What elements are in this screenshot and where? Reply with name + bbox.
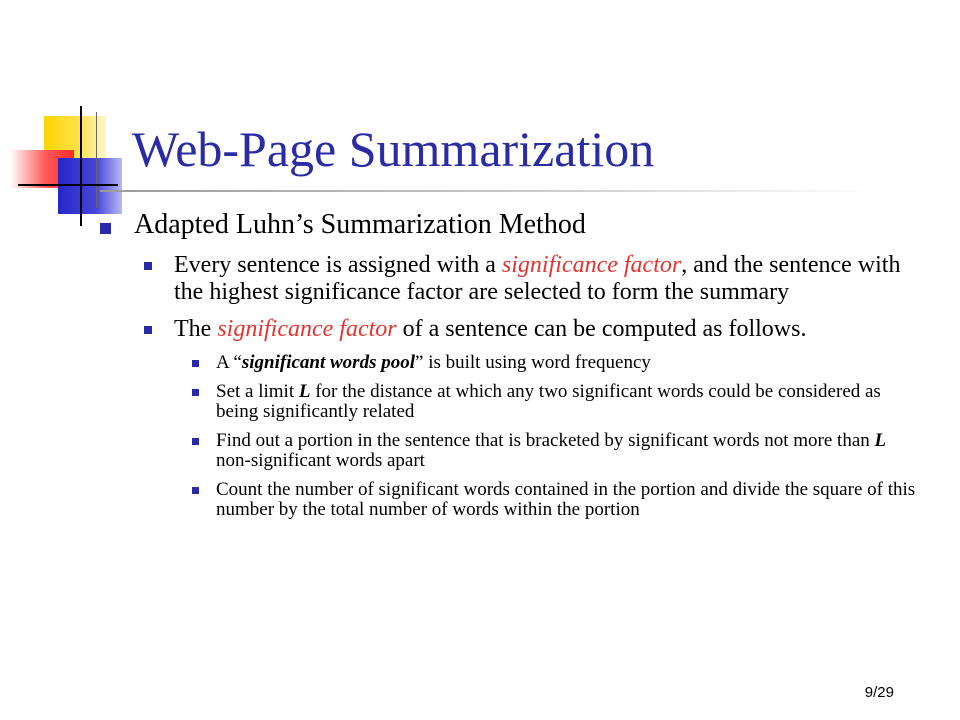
title-underline-rule	[100, 190, 880, 192]
bullet-text-part: ” is built using word frequency	[415, 352, 651, 373]
square-bullet-icon	[192, 389, 199, 396]
slide-content	[98, 208, 918, 529]
bullet-text: Adapted Luhn’s Summarization Method	[134, 209, 586, 240]
bullet-text-part: , and the sentence with the highest significance factor are selected to form the summary	[174, 252, 901, 305]
bullet-text-part: Set a limit	[216, 381, 299, 402]
emphasized-term: L	[298, 381, 311, 402]
bullet-level3	[98, 480, 918, 520]
bullet-level1	[98, 208, 918, 242]
bullet-text: Count the number of significant words contained in the portion and divide the square of this number by the total number of words within the portion	[216, 479, 916, 520]
bullet-level2	[98, 252, 918, 306]
decorative-blue-square	[58, 158, 122, 214]
bullet-level3	[98, 353, 918, 373]
decorative-vertical-line-thin	[96, 112, 97, 208]
bullet-text-part: of a sentence can be computed as follows.	[396, 316, 807, 342]
square-bullet-icon	[100, 223, 111, 234]
decorative-vertical-line	[80, 106, 82, 226]
bullet-level2	[98, 316, 918, 343]
bullet-text-part: Every sentence is assigned with a	[174, 252, 502, 278]
square-bullet-icon	[144, 262, 152, 270]
emphasized-term: significant words pool	[241, 352, 416, 373]
bullet-text-part: Find out a portion in the sentence that is bracketed by significant words not more than	[216, 430, 875, 451]
bullet-text-part: for the distance at which any two significant words could be considered as being significantly related	[216, 381, 881, 422]
decorative-horizontal-line	[18, 184, 118, 186]
square-bullet-icon	[192, 438, 199, 445]
slide-title: Web-Page Summarization	[132, 121, 655, 177]
highlighted-term: significance factor	[217, 316, 397, 342]
bullet-level3	[98, 382, 918, 422]
page-number: 9/29	[864, 684, 894, 701]
bullet-text-part: A “	[216, 352, 242, 373]
square-bullet-icon	[192, 360, 199, 367]
square-bullet-icon	[144, 326, 152, 334]
bullet-level3	[98, 431, 918, 471]
bullet-text-part: non-significant words apart	[216, 450, 425, 471]
bullet-text-part: The	[174, 316, 218, 342]
square-bullet-icon	[192, 487, 199, 494]
highlighted-term: significance factor	[501, 252, 682, 278]
emphasized-term: L	[874, 430, 887, 451]
